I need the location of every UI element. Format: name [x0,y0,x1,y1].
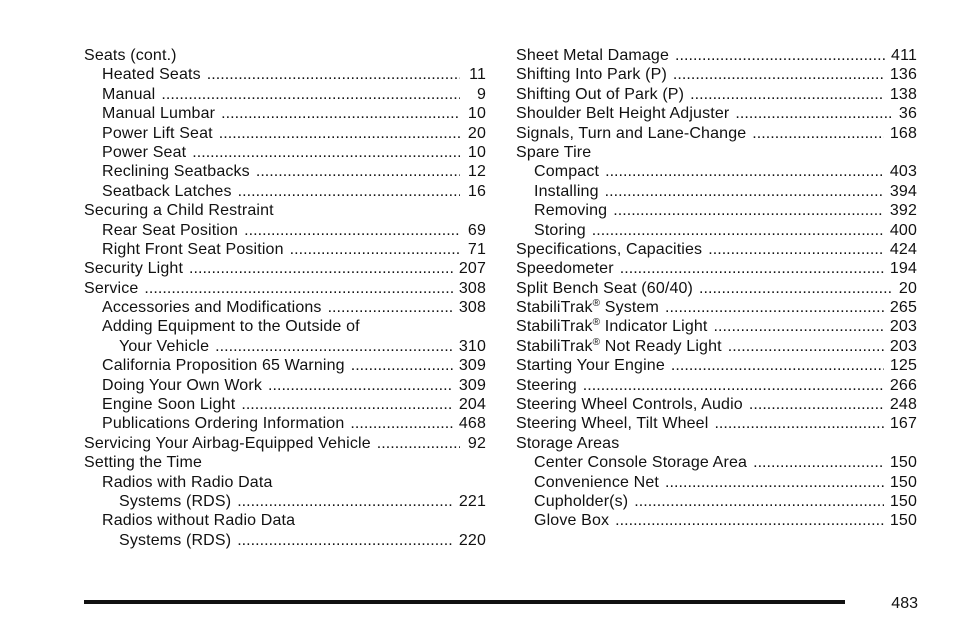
index-entry-label: Radios without Radio Data [102,512,296,530]
index-entry-page: 9 [476,85,486,103]
index-entry [84,376,486,395]
index-entry-page: 20 [467,124,486,142]
index-entry-label: Manual [102,85,156,103]
index-entry [84,259,486,278]
index-entry-page: 308 [458,299,486,317]
index-entry [516,124,917,143]
index-entry-page: 136 [889,66,917,84]
index-entry-page: 150 [889,492,917,510]
index-entry-label: Storage Areas [516,434,620,452]
index-entry [84,46,486,65]
index-entry [84,104,486,123]
index-entry [84,162,486,181]
dot-leader [328,298,453,317]
index-entry-label: Speedometer [516,260,614,278]
index-entry-label: Engine Soon Light [102,396,236,414]
dot-leader [583,376,884,395]
index-entry [84,395,486,414]
index-entry-label: Compact [534,163,600,181]
index-entry-page: 36 [898,105,917,123]
index-entry [516,356,917,375]
index-entry-page: 168 [889,124,917,142]
index-entry [84,531,486,550]
index-entry-page: 69 [467,221,486,239]
dot-leader [665,473,884,492]
index-entry [84,201,486,220]
index-entry-page: 403 [889,163,917,181]
index-entry-label: Steering [516,376,577,394]
index-entry-label: Accessories and Modifications [102,299,322,317]
index-entry-label: California Proposition 65 Warning [102,357,345,375]
index-entry [84,182,486,201]
dot-leader [241,395,453,414]
index-entry-page: 265 [889,299,917,317]
index-entry-page: 167 [889,415,917,433]
index-entry [516,376,917,395]
index-entry [516,240,917,259]
index-entry-page: 221 [458,492,486,510]
index-entry-label: Power Seat [102,143,187,161]
index-entry-page: 203 [889,318,917,336]
index-column-left [84,46,486,550]
dot-leader [192,143,460,162]
index-entry-label: Removing [534,202,608,220]
index-entry-page: 207 [458,260,486,278]
dot-leader [714,414,883,433]
index-entry-label: Shifting Into Park (P) [516,66,667,84]
dot-leader [671,356,884,375]
index-entry [84,85,486,104]
index-entry [516,201,917,220]
index-entry-label: Doing Your Own Work [102,376,262,394]
index-entry-label: Signals, Turn and Lane-Change [516,124,747,142]
index-entry-label: Steering Wheel, Tilt Wheel [516,415,709,433]
index-entry [516,511,917,530]
registered-mark: ® [592,317,601,329]
index-entry-label: Starting Your Engine [516,357,665,375]
index-entry-label: Reclining Seatbacks [102,163,250,181]
index-entry-label: Radios with Radio Data [102,473,273,491]
dot-leader [714,317,884,336]
index-entry-page: 203 [889,337,917,355]
index-entry [84,434,486,453]
index-entry-page: 20 [898,279,917,297]
index-entry-page: 204 [458,396,486,414]
dot-leader [665,298,884,317]
index-entry-label: Steering Wheel Controls, Audio [516,396,743,414]
index-entry-label: Your Vehicle [119,337,210,355]
index-entry [84,492,486,511]
index-entry-label: Storing [534,221,586,239]
index-entry [84,124,486,143]
registered-mark: ® [592,298,601,310]
index-entry-label: Setting the Time [84,454,203,472]
dot-leader [708,240,884,259]
dot-leader [752,124,884,143]
index-entry-page: 309 [458,376,486,394]
index-entry [84,240,486,259]
index-entry-page: 266 [889,376,917,394]
dot-leader [290,240,460,259]
index-entry [84,453,486,472]
index-entry-label: StabiliTrak® Indicator Light [516,317,708,336]
index-entry [516,279,917,298]
index-entry [516,317,917,336]
dot-leader [244,221,460,240]
index-entry [84,511,486,530]
index-entry-label: Publications Ordering Information [102,415,345,433]
index-entry [516,395,917,414]
index-entry [516,143,917,162]
dot-leader [592,221,884,240]
index-entry-page: 138 [889,85,917,103]
index-entry-page: 92 [467,434,486,452]
index-entry-label: Securing a Child Restraint [84,202,274,220]
index-entry [516,434,917,453]
dot-leader [256,162,460,181]
index-entry-label: Spare Tire [516,143,592,161]
index-entry-page: 150 [889,512,917,530]
index-entry-label: Systems (RDS) [119,531,232,549]
dot-leader [215,337,453,356]
index-entry [84,143,486,162]
dot-leader [675,46,885,65]
index-entry-label: Split Bench Seat (60/40) [516,279,694,297]
index-entry-page: 10 [467,143,486,161]
index-entry-label: Heated Seats [102,66,201,84]
index-entry-page: 400 [889,221,917,239]
index-entry [516,259,917,278]
index-entry-page: 125 [889,357,917,375]
index-entry-label: Security Light [84,260,184,278]
index-entry-page: 16 [467,182,486,200]
index-entry-label: Service [84,279,139,297]
dot-leader [221,104,460,123]
index-entry-page: 248 [889,396,917,414]
index-entry [516,492,917,511]
dot-leader [238,182,460,201]
footer-rule [84,600,845,604]
dot-leader [620,259,884,278]
dot-leader [613,201,884,220]
index-entry-page: 71 [467,240,486,258]
index-entry-label: Seatback Latches [102,182,232,200]
index-entry-label: Convenience Net [534,473,659,491]
index-entry-label: Adding Equipment to the Outside of [102,318,360,336]
index-entry-label: Sheet Metal Damage [516,47,670,64]
index-entry-label: Rear Seat Position [102,221,239,239]
index-entry-label: Shifting Out of Park (P) [516,85,685,103]
index-entry-label: Seats (cont.) [84,47,177,64]
dot-leader [605,182,884,201]
index-entry [516,104,917,123]
index-entry-page: 424 [889,240,917,258]
registered-mark: ® [592,336,601,348]
dot-leader [605,162,884,181]
dot-leader [749,395,884,414]
index-entry-page: 392 [889,202,917,220]
index-entry-label: StabiliTrak® Not Ready Light [516,336,722,355]
index-entry-page: 411 [891,47,917,64]
index-entry-label: Right Front Seat Position [102,240,284,258]
index-entry [516,85,917,104]
dot-leader [690,85,884,104]
index-entry-label: Servicing Your Airbag-Equipped Vehicle [84,434,371,452]
dot-leader [144,279,452,298]
dot-leader [161,85,460,104]
index-entry [84,473,486,492]
dot-leader [728,337,884,356]
index-entry-page: 11 [469,66,486,84]
index-entry-label: Manual Lumbar [102,105,216,123]
index-entry [516,46,917,65]
index-entry-page: 308 [458,279,486,297]
dot-leader [753,453,884,472]
index-column-right [516,46,917,531]
index-entry [516,337,917,356]
index-entry [84,317,486,336]
dot-leader [699,279,891,298]
index-entry [84,414,486,433]
index-entry-page: 309 [458,357,486,375]
index-entry-page: 150 [889,454,917,472]
index-entry [516,162,917,181]
dot-leader [219,124,460,143]
index-entry [84,221,486,240]
dot-leader [634,492,884,511]
index-entry-label: Center Console Storage Area [534,454,748,472]
dot-leader [207,65,460,84]
index-entry-label: Shoulder Belt Height Adjuster [516,105,730,123]
index-entry [516,298,917,317]
index-entry-page: 12 [467,163,486,181]
index-entry [516,65,917,84]
index-entry [516,453,917,472]
index-entry [516,414,917,433]
index-entry-label: Cupholder(s) [534,492,629,510]
index-entry-label: Glove Box [534,512,610,530]
page-number: 483 [891,595,918,612]
index-entry-label: Installing [534,182,599,200]
dot-leader [377,434,460,453]
index-entry [84,65,486,84]
index-entry-page: 194 [889,260,917,278]
index-entry-page: 150 [889,473,917,491]
dot-leader [615,511,884,530]
dot-leader [673,65,884,84]
index-entry [516,473,917,492]
index-entry [84,298,486,317]
index-entry-page: 394 [889,182,917,200]
index-entry-page: 468 [458,415,486,433]
dot-leader [268,376,453,395]
index-entry [84,279,486,298]
dot-leader [237,492,453,511]
index-entry [516,221,917,240]
dot-leader [350,414,452,433]
dot-leader [189,259,453,278]
index-entry-label: StabiliTrak® System [516,298,660,317]
index-entry [84,337,486,356]
index-entry-label: Specifications, Capacities [516,240,703,258]
index-entry [84,356,486,375]
index-entry-label: Power Lift Seat [102,124,213,142]
index-entry [516,182,917,201]
index-entry-label: Systems (RDS) [119,492,232,510]
dot-leader [735,104,891,123]
index-entry-page: 310 [458,337,486,355]
dot-leader [237,531,453,550]
dot-leader [351,356,453,375]
index-entry-page: 220 [458,531,486,549]
index-entry-page: 10 [467,105,486,123]
